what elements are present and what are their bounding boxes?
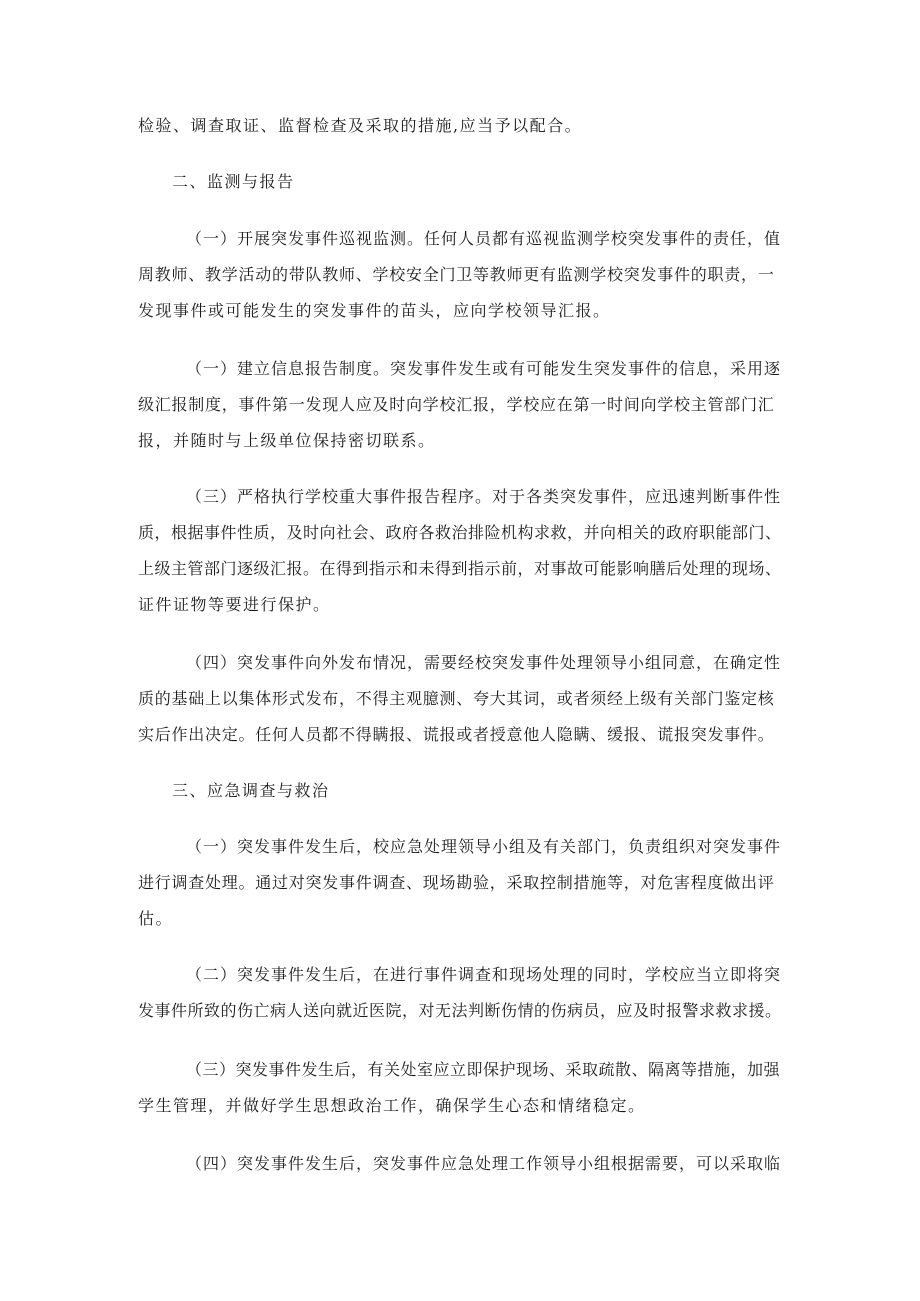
- text-line: 实后作出决定。任何人员都不得瞒报、谎报或者授意他人隐瞒、缓报、谎报突发事件。: [138, 725, 775, 744]
- text-line: 级汇报制度，事件第一发现人应及时向学校汇报，学校应在第一时间向学校主管部门汇: [138, 395, 775, 414]
- text-line: 上级主管部门逐级汇报。在得到指示和未得到指示前，对事故可能影响膳后处理的现场、: [138, 559, 782, 578]
- paragraph-continuation: [138, 108, 783, 144]
- paragraph-major-event-procedure: [138, 479, 783, 623]
- text-line: （四）突发事件向外发布情况，需要经校突发事件处理领导小组同意，在确定性: [186, 653, 782, 672]
- heading-text: 二、监测与报告: [172, 172, 295, 191]
- paragraph-patrol-monitoring: [138, 221, 783, 329]
- text-line: 进行调查处理。通过对突发事件调查、现场勘验，采取控制措施等，对危害程度做出评: [138, 873, 775, 892]
- text-line: 发现事件或可能发生的突发事件的苗头，应向学校领导汇报。: [138, 301, 611, 320]
- text-line: 学生管理，并做好学生思想政治工作，确保学生心态和情绪稳定。: [138, 1096, 646, 1115]
- text-line: 报，并随时与上级单位保持密切联系。: [138, 431, 436, 450]
- paragraph-emergency-measures: [138, 1146, 783, 1182]
- text-line: 检验、调查取证、监督检查及采取的措施,应当予以配合。: [138, 116, 583, 135]
- text-line: （一）突发事件发生后，校应急处理领导小组及有关部门，负责组织对突发事件: [186, 837, 782, 856]
- text-line: （三）突发事件发生后，有关处室应立即保护现场、采取疏散、隔离等措施，加强: [186, 1060, 781, 1079]
- text-line: 质，根据事件性质，及时向社会、政府各救治排险机构求救，并向相关的政府职能部门、: [138, 523, 782, 542]
- text-line: 周教师、教学活动的带队教师、学校安全门卫等教师更有监测学校突发事件的职责，一: [138, 265, 775, 284]
- paragraph-site-protection: [138, 1052, 783, 1124]
- text-line: 发事件所致的伤亡病人送向就近医院，对无法判断伤情的伤病员，应及时报警求救求援。: [138, 1001, 782, 1020]
- text-line: （二）突发事件发生后，在进行事件调查和现场处理的同时，学校应当立即将突: [186, 965, 782, 984]
- text-line: 证件证物等要进行保护。: [138, 595, 331, 614]
- text-line: （一）建立信息报告制度。突发事件发生或有可能发生突发事件的信息，采用逐: [186, 359, 782, 378]
- text-line: 估。: [138, 909, 174, 928]
- text-line: （一）开展突发事件巡视监测。任何人员都有巡视监测学校突发事件的责任，值: [186, 229, 782, 248]
- paragraph-info-reporting: [138, 351, 783, 459]
- paragraph-investigation: [138, 829, 783, 937]
- heading-text: 三、应急调查与救治: [172, 781, 330, 800]
- text-line: （四）突发事件发生后，突发事件应急处理工作领导小组根据需要，可以采取临: [186, 1154, 782, 1173]
- text-line: 质的基础上以集体形式发布，不得主观臆测、夸大其词，或者须经上级有关部门鉴定核: [138, 689, 775, 708]
- paragraph-public-release: [138, 645, 783, 753]
- paragraph-casualty-rescue: [138, 957, 783, 1029]
- text-line: （三）严格执行学校重大事件报告程序。对于各类突发事件，应迅速判断事件性: [186, 487, 782, 506]
- section-heading-monitoring: [138, 164, 783, 200]
- section-heading-investigation: [138, 773, 783, 809]
